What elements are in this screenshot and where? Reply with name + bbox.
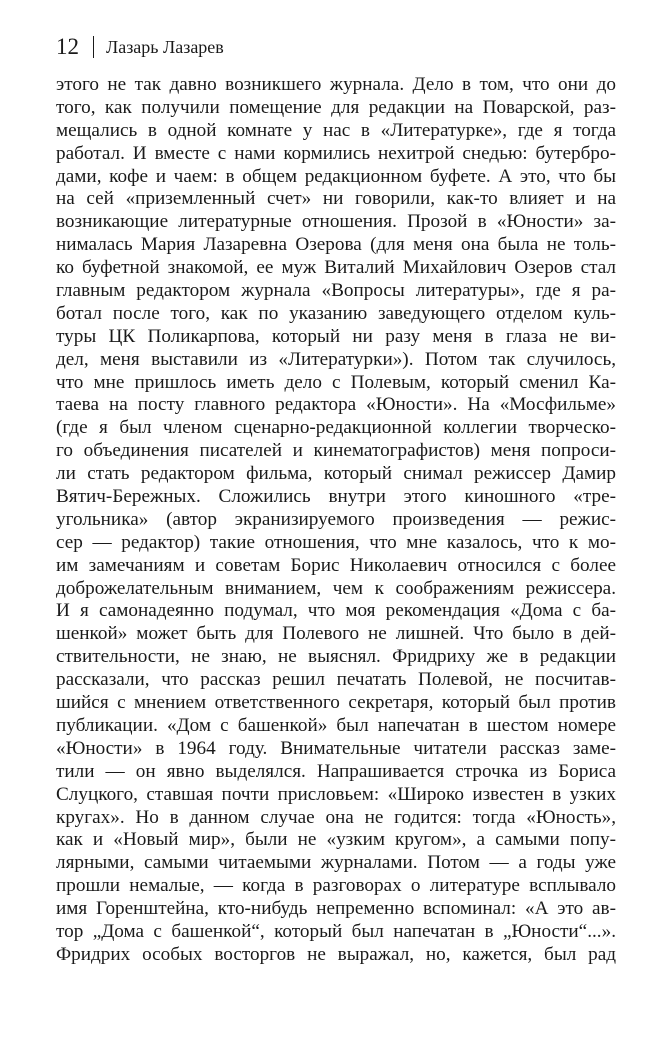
running-head: Лазарь Лазарев: [106, 37, 224, 57]
page-number: 12: [56, 34, 79, 59]
text-line: таева на посту главного редактора «Юности». На «Мосфильме»: [56, 394, 616, 416]
text-line: ботал после того, как по указанию заведующего отделом куль-: [56, 302, 616, 324]
text-line: им замечаниям и советам Борис Николаевич относился с более: [56, 554, 616, 576]
text-line: (где я был членом сценарно-редакционной коллегии творческо-: [56, 417, 616, 439]
text-line: главным редактором журнала «Вопросы литературы», где я ра-: [56, 280, 616, 302]
text-line: прошли немалые, — когда в разговорах о литературе всплывало: [56, 875, 616, 897]
text-line: Фридрих особых восторгов не выражал, но, кажется, был рад: [56, 943, 616, 965]
text-line: Слуцкого, ставшая почти присловьем: «Широко известен в узких: [56, 783, 616, 805]
text-line: сер — редактор) такие отношения, что мне казалось, что к мо-: [56, 531, 616, 553]
text-line: публикации. «Дом с башенкой» был напечатан в шестом номере: [56, 714, 616, 736]
text-line: го объединения писателей и кинематографистов) меня попроси-: [56, 440, 616, 462]
text-line: возникающие литературные отношения. Прозой в «Юности» за-: [56, 211, 616, 233]
text-line: «Юности» в 1964 году. Внимательные читатели рассказ заме-: [56, 737, 616, 759]
text-line: шенкой» может быть для Полевого не лишней. Что было в дей-: [56, 623, 616, 645]
text-line: шийся с мнением ответственного секретаря, который был против: [56, 692, 616, 714]
text-line: имя Горенштейна, кто-нибудь непременно вспоминал: «А это ав-: [56, 898, 616, 920]
text-line: туры ЦК Поликарпова, который ни разу меня в глаза не ви-: [56, 325, 616, 347]
text-line: дами, кофе и чаем: в общем редакционном буфете. А это, что бы: [56, 165, 616, 187]
page-header: [56, 30, 224, 64]
text-line: тор „Дома с башенкой“, который был напечатан в „Юности“...».: [56, 920, 616, 942]
text-line: Вятич-Бережных. Сложились внутри этого киношного «тре-: [56, 486, 616, 508]
text-line: кругах». Но в данном случае она не годится: тогда «Юность»,: [56, 806, 616, 828]
text-line: дел, меня выставили из «Литературки»). Потом так случилось,: [56, 348, 616, 370]
text-line: лярными, самыми читаемыми журналами. Потом — а годы уже: [56, 852, 616, 874]
text-line: тили — он явно выделялся. Напрашивается строчка из Бориса: [56, 760, 616, 782]
text-line: рассказали, что рассказ решил печатать Полевой, не посчитав-: [56, 669, 616, 691]
text-line: угольника» (автор экранизируемого произведения — режис-: [56, 508, 616, 530]
text-line: И я самонадеянно подумал, что моя рекомендация «Дома с ба-: [56, 600, 616, 622]
text-line: мещались в одной комнате у нас в «Литературке», где я тогда: [56, 119, 616, 141]
text-line: что мне пришлось иметь дело с Полевым, который сменил Ка-: [56, 371, 616, 393]
text-line: доброжелательным вниманием, чем к соображениям режиссера.: [56, 577, 616, 599]
text-line: как и «Новый мир», были не «узким кругом», а самыми попу-: [56, 829, 616, 851]
body-text: [56, 74, 616, 967]
header-divider: [93, 36, 94, 58]
text-line: нималась Мария Лазаревна Озерова (для меня она была не толь-: [56, 234, 616, 256]
text-line: ли стать редактором фильма, который снимал режиссер Дамир: [56, 463, 616, 485]
text-line: ствительности, не знаю, не выяснял. Фридриху же в редакции: [56, 646, 616, 668]
text-line: ко буфетной знакомой, ее муж Виталий Михайлович Озеров стал: [56, 257, 616, 279]
text-line: на сей «приземленный счет» ни говорили, как-то влияет и на: [56, 188, 616, 210]
text-line: этого не так давно возникшего журнала. Дело в том, что они до: [56, 74, 616, 95]
text-line: работал. И вместе с нами кормились нехитрой снедью: бутербро-: [56, 142, 616, 164]
text-line: того, как получили помещение для редакции на Поварской, раз-: [56, 96, 616, 118]
